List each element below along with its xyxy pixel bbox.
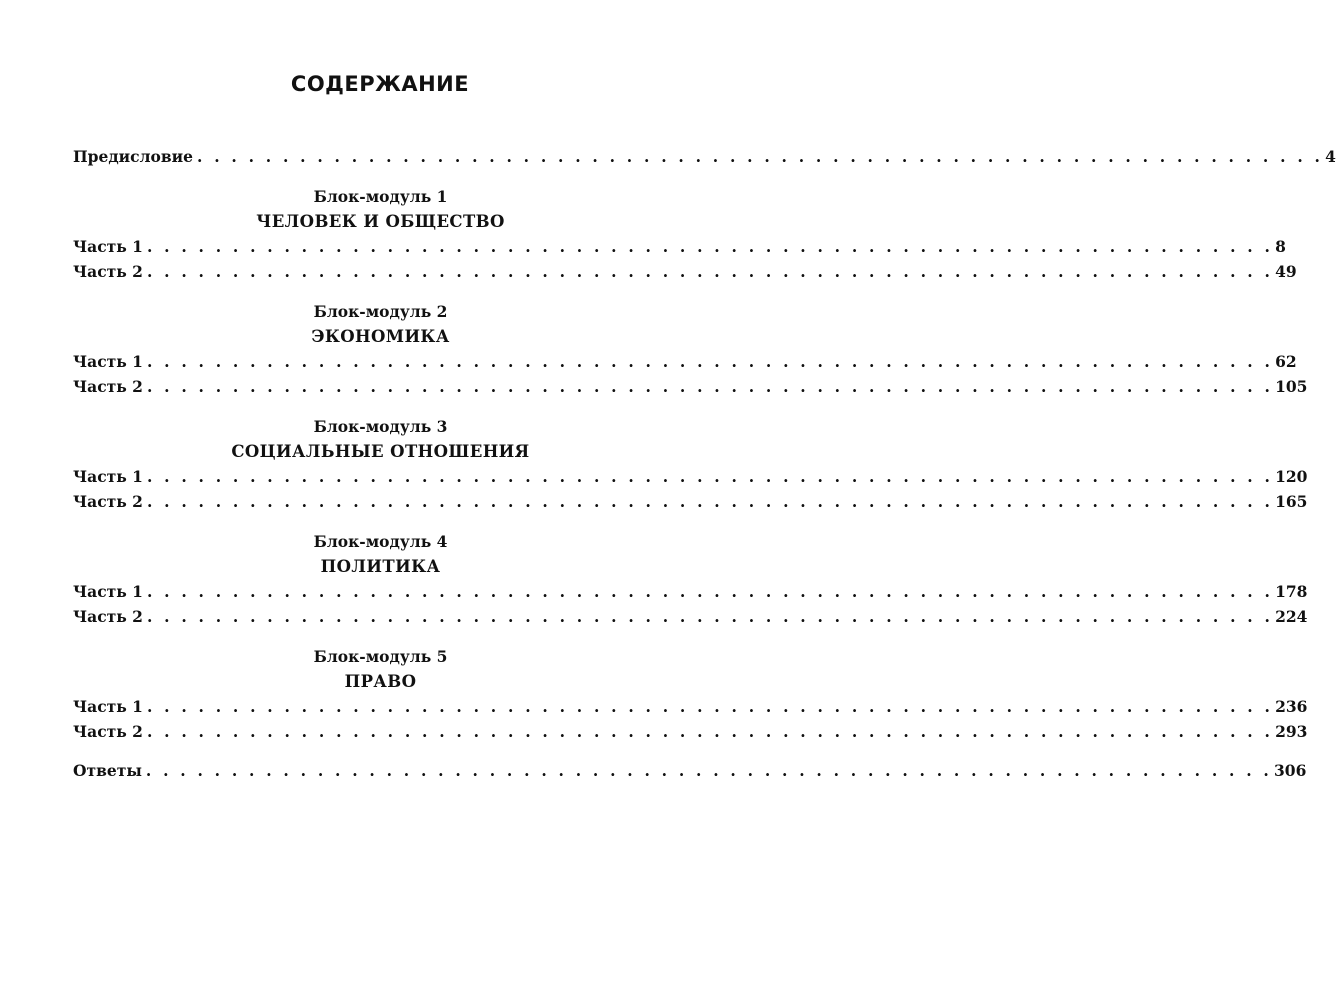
- toc-entry[interactable]: [73, 492, 1308, 518]
- toc-entry-label: Часть 2: [73, 377, 143, 396]
- toc-entry-label: Часть 1: [73, 466, 143, 486]
- toc-entry-label: Часть 2: [73, 722, 143, 741]
- toc-entry-page: 4: [1325, 147, 1336, 166]
- toc-entry-page: 306: [1274, 760, 1307, 780]
- page-title: СОДЕРЖАНИЕ: [290, 72, 470, 96]
- toc-entry-page: 62: [1275, 351, 1297, 371]
- toc-entry[interactable]: [73, 351, 1297, 378]
- toc-entry-page: 120: [1275, 466, 1308, 486]
- toc-entry-label: Часть 1: [73, 696, 143, 716]
- module-number: Блок-модуль 5: [313, 646, 448, 666]
- dot-leader: . . . . . . . . . . . . . . . . . . . . . . . . . . . . . . . . . . . . . . . . . . . . . . . . . . . . . . . . . . . . . . . . . .: [146, 377, 1274, 396]
- toc-entry-label: Предисловие: [73, 147, 193, 166]
- dot-leader: . . . . . . . . . . . . . . . . . . . . . . . . . . . . . . . . . . . . . . . . . . . . . . . . . . . . . . . . . . . . . . . . . .: [146, 492, 1274, 511]
- toc-entry-page: 49: [1275, 262, 1297, 281]
- dot-leader: . . . . . . . . . . . . . . . . . . . . . . . . . . . . . . . . . . . . . . . . . . . . . . . . . . . . . . . . . . . . . . . . . .: [146, 607, 1274, 626]
- toc-entry[interactable]: [73, 377, 1308, 403]
- toc-entry[interactable]: [73, 581, 1308, 608]
- toc-entry[interactable]: [73, 262, 1297, 288]
- module-number: Блок-модуль 2: [313, 301, 448, 321]
- dot-leader: . . . . . . . . . . . . . . . . . . . . . . . . . . . . . . . . . . . . . . . . . . . . . . . . . . . . . . . . . . . . . . . . . .: [197, 147, 1324, 166]
- toc-entry-page: 236: [1275, 696, 1308, 716]
- dot-leader: . . . . . . . . . . . . . . . . . . . . . . . . . . . . . . . . . . . . . . . . . . . . . . . . . . . . . . . . . . . . . . . . . .: [146, 262, 1274, 281]
- toc-entry-answers[interactable]: [73, 760, 1307, 787]
- dot-leader: . . . . . . . . . . . . . . . . . . . . . . . . . . . . . . . . . . . . . . . . . . . . . . . . . . . . . . . . . . . . . . . . . .: [146, 236, 1274, 256]
- toc-entry-page: 178: [1275, 581, 1308, 601]
- toc-entry[interactable]: [73, 236, 1286, 263]
- toc-entry-label: Часть 1: [73, 351, 143, 371]
- dot-leader: . . . . . . . . . . . . . . . . . . . . . . . . . . . . . . . . . . . . . . . . . . . . . . . . . . . . . . . . . . . . . . . . . .: [145, 760, 1272, 780]
- module-number: Блок-модуль 3: [313, 416, 448, 436]
- dot-leader: . . . . . . . . . . . . . . . . . . . . . . . . . . . . . . . . . . . . . . . . . . . . . . . . . . . . . . . . . . . . . . . . . .: [146, 581, 1274, 601]
- toc-entry-preface[interactable]: [73, 147, 1336, 173]
- toc-entry-label: Часть 2: [73, 607, 143, 626]
- toc-entry[interactable]: [73, 466, 1308, 493]
- module-title: ЧЕЛОВЕК И ОБЩЕСТВО: [256, 211, 505, 231]
- toc-entry-page: 165: [1275, 492, 1308, 511]
- toc-entry[interactable]: [73, 696, 1308, 723]
- module-title: ПРАВО: [344, 671, 417, 691]
- toc-entry[interactable]: [73, 607, 1308, 633]
- dot-leader: . . . . . . . . . . . . . . . . . . . . . . . . . . . . . . . . . . . . . . . . . . . . . . . . . . . . . . . . . . . . . . . . . .: [146, 696, 1274, 716]
- toc-entry-label: Часть 1: [73, 581, 143, 601]
- module-title: СОЦИАЛЬНЫЕ ОТНОШЕНИЯ: [231, 441, 530, 461]
- module-title: ПОЛИТИКА: [320, 556, 441, 576]
- toc-entry-page: 293: [1275, 722, 1308, 741]
- toc-entry-label: Часть 1: [73, 236, 143, 256]
- spacer: [73, 748, 688, 761]
- module-number: Блок-модуль 4: [313, 531, 448, 551]
- dot-leader: . . . . . . . . . . . . . . . . . . . . . . . . . . . . . . . . . . . . . . . . . . . . . . . . . . . . . . . . . . . . . . . . . .: [146, 722, 1274, 741]
- toc-entry-label: Ответы: [73, 760, 142, 780]
- toc-entry-page: 224: [1275, 607, 1308, 626]
- dot-leader: . . . . . . . . . . . . . . . . . . . . . . . . . . . . . . . . . . . . . . . . . . . . . . . . . . . . . . . . . . . . . . . . . .: [146, 351, 1274, 371]
- toc-entry-page: 105: [1275, 377, 1308, 396]
- table-of-contents: [73, 147, 1336, 786]
- toc-entry[interactable]: [73, 722, 1308, 748]
- toc-entry-label: Часть 2: [73, 262, 143, 281]
- dot-leader: . . . . . . . . . . . . . . . . . . . . . . . . . . . . . . . . . . . . . . . . . . . . . . . . . . . . . . . . . . . . . . . . . .: [146, 466, 1274, 486]
- toc-entry-page: 8: [1275, 236, 1286, 256]
- module-number: Блок-модуль 1: [313, 186, 448, 206]
- toc-entry-label: Часть 2: [73, 492, 143, 511]
- module-title: ЭКОНОМИКА: [311, 326, 450, 346]
